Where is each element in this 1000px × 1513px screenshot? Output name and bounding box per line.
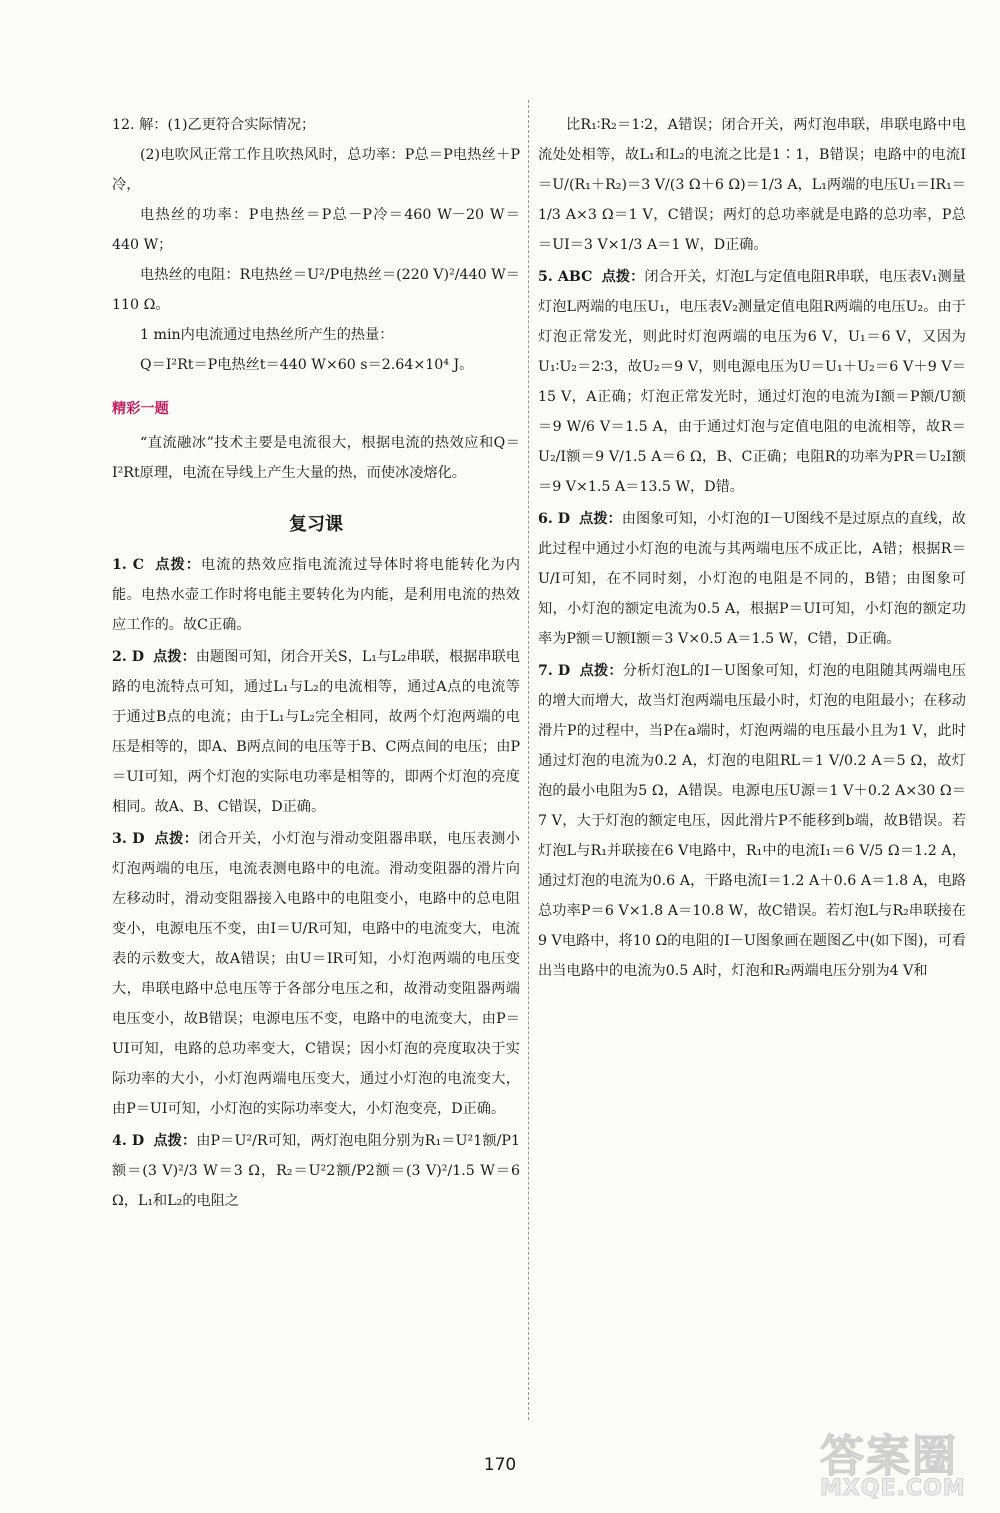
q12-line: (2)电吹风正常工作且吹热风时，总功率：P总＝P电热丝＋P冷， — [112, 147, 520, 193]
q12-line: 12. 解：(1)乙更符合实际情况； — [112, 117, 316, 133]
watermark-line1: 答案圈 — [820, 1431, 958, 1482]
answer-item — [112, 642, 520, 822]
answer-number: 6. D — [538, 511, 571, 527]
hint-label: 点拨： — [154, 831, 199, 847]
answer-item — [112, 550, 520, 640]
hint-label: 点拨： — [153, 649, 196, 665]
q12-line: 电热丝的电阻：R电热丝＝U²/P电热丝＝(220 V)²/440 W＝110 Ω。 — [112, 267, 520, 313]
answer-item — [538, 262, 966, 502]
answer-item — [112, 824, 520, 1124]
answer-number: 5. ABC — [538, 269, 593, 285]
section-label: 精彩一题 — [112, 401, 169, 417]
hint-label: 点拨： — [579, 663, 623, 679]
answer-number: 4. D — [112, 1133, 145, 1149]
column-divider — [528, 100, 529, 1420]
left-column — [112, 110, 520, 1216]
answer-number: 2. D — [112, 649, 145, 665]
answer-item — [112, 1126, 520, 1216]
answer-number: 7. D — [538, 663, 571, 679]
section-heading: 复习课 — [289, 514, 343, 535]
answer-text: 由P＝U²/R可知，两灯泡电阻分别为R₁＝U²1额/P1额＝(3 V)²/3 W＝3 Ω，R₂＝U²2额/P2额＝(3 V)²/1.5 W＝6 Ω，L₁和L₂的电阻之 — [112, 1133, 520, 1209]
hint-label: 点拨： — [579, 511, 622, 527]
q4-continuation: 比R₁∶R₂＝1∶2，A错误；闭合开关，两灯泡串联，串联电路中电流处处相等，故L₁和L₂的电流之比是1∶1，B错误；电路中的电流I＝U/(R₁＋R₂)＝3 V/(3 Ω＋6 Ω)＝1/3 A，L₁两端的电压U₁＝IR₁＝1/3 A×3 Ω＝1 V，C错误；两灯的总功率就是电路的总功率，P总＝UI＝3 V×1/3 A＝1 W，D正确。 — [538, 117, 966, 253]
answer-text: 由图象可知，小灯泡的I－U图线不是过原点的直线，故此过程中通过小灯泡的电流与其两端电压不成正比，A错；根据R＝U/I可知，在不同时刻，小灯泡的电阻是不同的，B错；由图象可知，小灯泡的额定电流为0.5 A，根据P＝UI可知，小灯泡的额定功率为P额＝U额I额＝3 V×0.5 A＝1.5 W，C错，D正确。 — [538, 511, 966, 647]
page-number: 170 — [483, 1455, 517, 1475]
answer-item — [538, 504, 966, 654]
answer-text: 电流的热效应指电流流过导体时将电能转化为内能。电热水壶工作时将电能主要转化为内能，是利用电流的热效应工作的。故C正确。 — [112, 557, 520, 633]
answer-text: 闭合开关，小灯泡与滑动变阻器串联，电压表测小灯泡两端的电压，电流表测电路中的电流。滑动变阻器的滑片向左移动时，滑动变阻器接入电路中的电阻变小，电路中的总电阻变小，电源电压不变，由I＝U/R可知，电路中的电流变大，电流表的示数变大，故A错误；由U＝IR可知，小灯泡两端的电压变大，串联电路中总电压等于各部分电压之和，故滑动变阻器两端电压变小，故B错误；电源电压不变，电路中的电流变大，由P＝UI可知，电路的总功率变大，C错误；因小灯泡的亮度取决于实际功率的大小，小灯泡两端电压变大，通过小灯泡的电流变大，由P＝UI可知，小灯泡的实际功率变大，小灯泡变亮，D正确。 — [112, 831, 520, 1117]
answer-text: 分析灯泡L的I－U图象可知，灯泡的电阻随其两端电压的增大而增大，故当灯泡两端电压最小时，灯泡的电阻最小；在移动滑片P的过程中，当P在a端时，灯泡两端的电压最小且为1 V，此时通过灯泡的电流为0.2 A，灯泡的电阻RL＝1 V/0.2 A＝5 Ω，故灯泡的最小电阻为5 Ω，A错误。电源电压U源＝1 V＋0.2 A×30 Ω＝7 V，大于灯泡的额定电压，因此滑片P不能移到b端，故B错误。若灯泡L与R₁并联接在6 V电路中，R₁中的电流I₁＝6 V/5 Ω＝1.2 A，通过灯泡的电流为0.6 A，干路电流I＝1.2 A＋0.6 A＝1.8 A，电路总功率P＝6 V×1.8 A＝10.8 W，故C错误。若灯泡L与R₂串联接在9 V电路中，将10 Ω的电阻的I－U图象画在题图乙中(如下图)，可看出当电路中的电流为0.5 A时，灯泡和R₂两端电压分别为4 V和 — [538, 663, 966, 979]
q12-line: 电热丝的功率：P电热丝＝P总－P冷＝460 W－20 W＝440 W； — [112, 207, 520, 253]
answer-text: 由题图可知，闭合开关S，L₁与L₂串联，根据串联电路的电流特点可知，通过L₁与L₂的电流相等，通过A点的电流等于通过B点的电流；由于L₁与L₂完全相同，故两个灯泡两端的电压是相等的，即A、B两点间的电压等于B、C两点间的电压；由P＝UI可知，两个灯泡的实际电功率是相等的，即两个灯泡的亮度相同。故A、B、C错误，D正确。 — [112, 649, 520, 815]
q12-line: Q＝I²Rt＝P电热丝t＝440 W×60 s＝2.64×10⁴ J。 — [140, 357, 474, 373]
watermark-line2: MXQE.COM — [820, 1476, 966, 1501]
right-column — [538, 110, 966, 986]
answer-number: 3. D — [112, 831, 145, 847]
answer-number: 1. C — [112, 557, 145, 573]
hint-label: 点拨： — [155, 557, 201, 573]
hint-label: 点拨： — [601, 269, 645, 285]
answer-item — [538, 656, 966, 986]
watermark-logo — [820, 1420, 990, 1505]
hint-label: 点拨： — [153, 1133, 197, 1149]
section-text: “直流融冰”技术主要是电流很大，根据电流的热效应和Q＝I²Rt原理，电流在导线上产生大量的热，而使冰凌熔化。 — [112, 435, 520, 481]
answer-text: 闭合开关，灯泡L与定值电阻R串联，电压表V₁测量灯泡L两端的电压U₁，电压表V₂测量定值电阻R两端的电压U₂。由于灯泡正常发光，则此时灯泡两端的电压为6 V，U₁＝6 V，又因为U₁∶U₂＝2∶3，故U₂＝9 V，则电源电压为U＝U₁＋U₂＝6 V＋9 V＝15 V，A正确；灯泡正常发光时，通过灯泡的电流为I额＝P额/U额＝9 W/6 V＝1.5 A，由于通过灯泡与定值电阻的电流相等，故R＝U₂/I额＝9 V/1.5 A＝6 Ω，B、C正确；电阻R的功率为PR＝U₂I额＝9 V×1.5 A＝13.5 W，D错。 — [538, 269, 966, 495]
q12-line: 1 min内电流通过电热丝所产生的热量： — [140, 327, 394, 343]
